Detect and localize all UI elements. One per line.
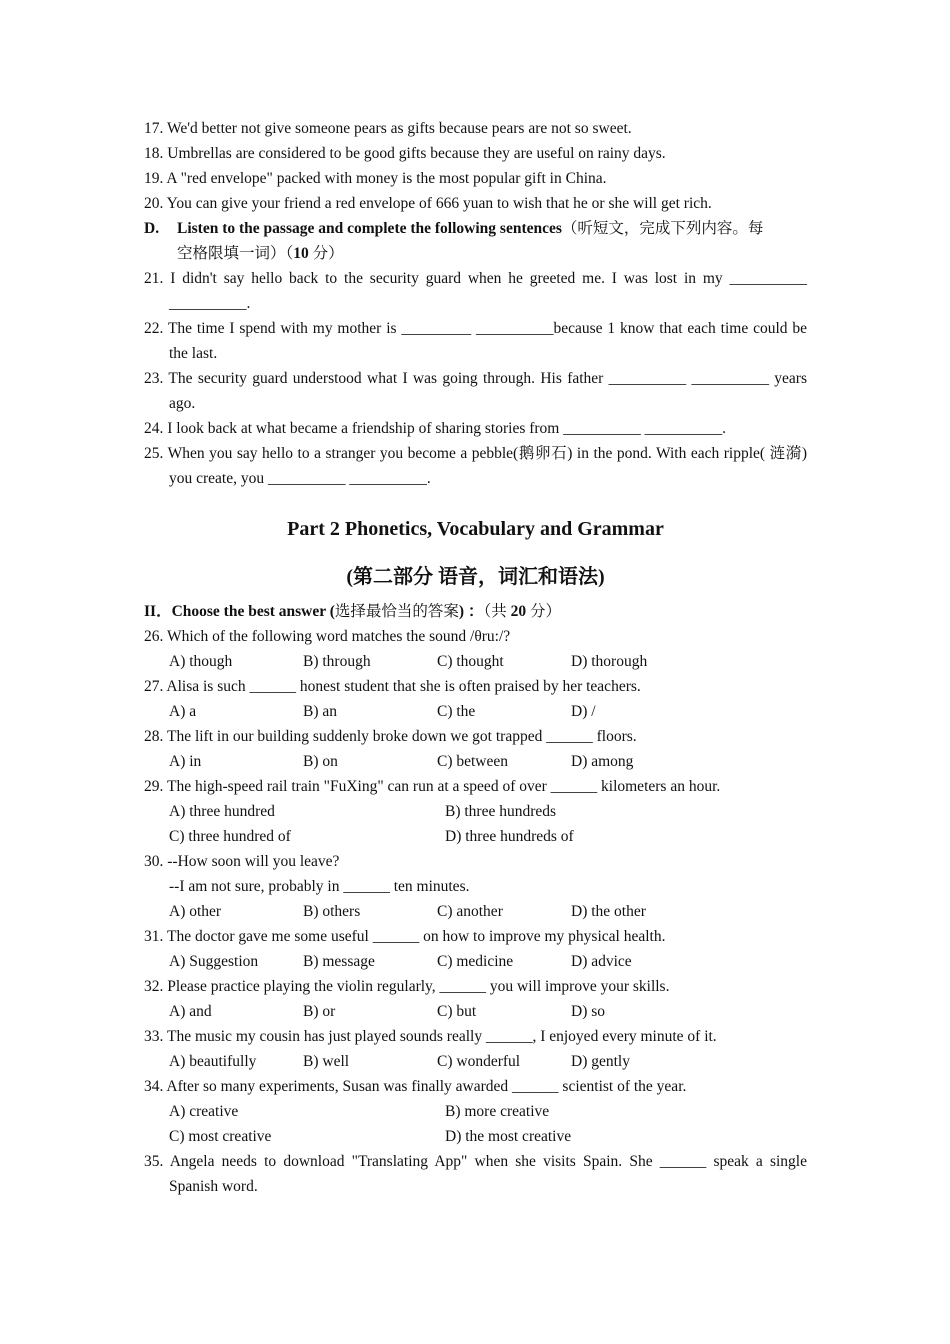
option-d: D) / [571,703,596,720]
option-d: D) so [571,1003,606,1020]
option-a: A) in [169,753,202,770]
option-a: A) and [169,1003,212,1020]
question-25: 25. When you say hello to a stranger you become a pebble(鹅卵石) in the pond. With each ripple( 涟漪) you create, you __________ __________. [144,445,807,487]
option-c: C) three hundred of [169,828,291,845]
option-a: A) other [169,903,222,920]
option-b: B) or [303,1003,336,1020]
question-35: 35. Angela needs to download "Translating App" when she visits Spain. She ______ speak a single Spanish word. [144,1153,807,1195]
question-22: 22. The time I spend with my mother is _________ __________because 1 know that each time could be the last. [144,320,807,362]
option-c: C) thought [437,653,504,670]
option-c: C) between [437,753,509,770]
option-a: A) though [169,653,233,670]
question-32: 32. Please practice playing the violin regularly, ______ you will improve your skills. [144,978,670,995]
question-21: 21. I didn't say hello back to the security guard when he greeted me. I was lost in my __________ __________. [144,270,807,312]
option-b: B) well [303,1053,350,1070]
question-31: 31. The doctor gave me some useful ______ on how to improve my physical health. [144,928,666,945]
section-ii-points: 20 [510,603,527,620]
question-30: 30. --How soon will you leave? [144,853,340,870]
question-26: 26. Which of the following word matches the sound /θru:/? [144,628,511,645]
question-17: 17. We'd better not give someone pears as gifts because pears are not so sweet. [144,120,632,137]
option-b: B) three hundreds [445,803,557,820]
section-d-title-cn: （听短文，完成下列内容。每 [561,220,764,237]
option-b: B) others [303,903,361,920]
section-d-heading [144,216,807,266]
option-c: C) the [437,703,476,720]
option-c: C) most creative [169,1128,272,1145]
option-d: D) among [571,753,634,770]
section-d-label: D. [144,220,160,237]
section-d-points: 10 [293,245,309,262]
options-34-row1 [144,1099,807,1124]
option-d: D) gently [571,1053,630,1070]
question-20: 20. You can give your friend a red envelope of 666 yuan to wish that he or she will get rich. [144,195,712,212]
option-c: C) medicine [437,953,514,970]
option-b: B) message [303,953,375,970]
options-27 [144,699,807,724]
option-a: A) Suggestion [169,953,259,970]
option-b: B) on [303,753,338,770]
part-2-title: Part 2 Phonetics, Vocabulary and Grammar [287,518,664,540]
option-a: A) beautifully [169,1053,257,1070]
section-d-title: Listen to the passage and complete the following sentences [177,220,562,237]
question-34: 34. After so many experiments, Susan was finally awarded ______ scientist of the year. [144,1078,687,1095]
question-19: 19. A "red envelope" packed with money is the most popular gift in China. [144,170,607,187]
option-d: D) the most creative [445,1128,572,1145]
option-b: B) more creative [445,1103,550,1120]
option-a: A) three hundred [169,803,275,820]
section-ii-heading: II．Choose the best answer (选择最恰当的答案) ：（共 20 分） [144,603,561,620]
options-29-row1 [144,799,807,824]
question-18: 18. Umbrellas are considered to be good gifts because they are useful on rainy days. [144,145,666,162]
option-d: D) the other [571,903,646,920]
option-a: A) creative [169,1103,239,1120]
question-27: 27. Alisa is such ______ honest student that she is often praised by her teachers. [144,678,641,695]
question-24: 24. I look back at what became a friendship of sharing stories from __________ __________. [144,420,726,437]
question-28: 28. The lift in our building suddenly broke down we got trapped ______ floors. [144,728,637,745]
option-d: D) three hundreds of [445,828,574,845]
options-26 [144,649,807,674]
exam-page [144,116,807,1199]
question-33: 33. The music my cousin has just played sounds really ______, I enjoyed every minute of it. [144,1028,717,1045]
options-32 [144,999,807,1024]
option-d: D) thorough [571,653,648,670]
part-2-subtitle: (第二部分 语音，词汇和语法) [346,566,605,588]
question-29: 29. The high-speed rail train "FuXing" can run at a speed of over ______ kilometers an hour. [144,778,721,795]
options-34-row2 [144,1124,807,1149]
option-a: A) a [169,703,197,720]
options-33 [144,1049,807,1074]
option-d: D) advice [571,953,632,970]
options-28 [144,749,807,774]
option-b: B) through [303,653,371,670]
options-31 [144,949,807,974]
option-b: B) an [303,703,338,720]
question-23: 23. The security guard understood what I was going through. His father __________ __________ years ago. [144,370,807,412]
option-c: C) wonderful [437,1053,521,1070]
section-d-title-continued: 空格限填一词）（10 分） [177,245,344,262]
options-29-row2 [144,824,807,849]
option-c: C) another [437,903,503,920]
option-c: C) but [437,1003,477,1020]
options-30 [144,899,807,924]
question-30-reply: --I am not sure, probably in ______ ten minutes. [169,878,470,895]
